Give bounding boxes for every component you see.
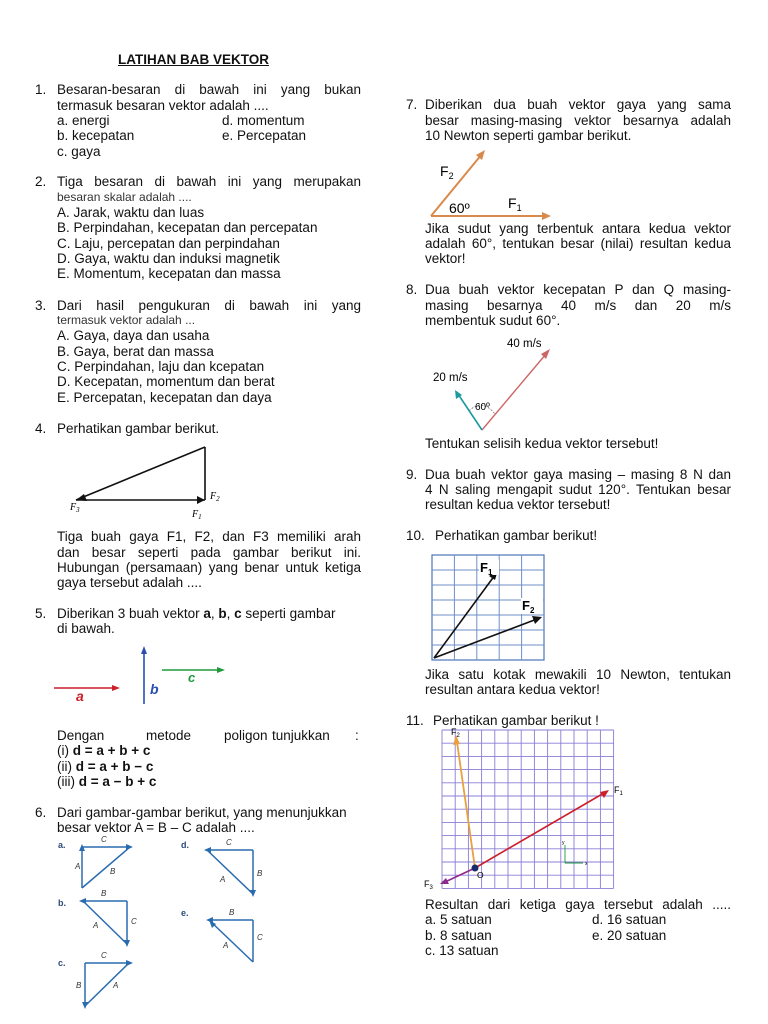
svg-text:C: C (101, 835, 107, 844)
q7-line3: 10 Newton seperti gambar berikut. (425, 128, 632, 143)
q3-option-e: E. Percepatan, kecepatan dan daya (57, 390, 272, 405)
label-f3: $F_3$ (424, 879, 433, 891)
label-f3: $F_3$ (70, 502, 80, 514)
svg-text:A: A (220, 875, 226, 884)
q3-option-d: D. Kecepatan, momentum dan berat (57, 374, 275, 389)
q3-number: 3. (35, 298, 47, 313)
q4-after-line3: Hubungan (persamaan) yang benar untuk ketiga (57, 560, 361, 575)
q3-option-a: A. Gaya, daya dan usaha (57, 328, 210, 343)
vector-40ms (482, 354, 546, 430)
svg-text:B: B (257, 869, 263, 878)
grid-lines (442, 730, 614, 888)
option-e-triangle (209, 920, 253, 962)
label-a: a (76, 688, 84, 704)
q11-option-d: d. 16 satuan (592, 912, 667, 927)
label-f2: $F_2$ (440, 163, 454, 181)
q2-option-b: B. Perpindahan, kecepatan dan percepatan (57, 220, 318, 235)
q2-option-c: C. Laju, percepatan dan perpindahan (57, 236, 280, 251)
q7-force-figure (425, 145, 565, 220)
svg-text:C: C (226, 838, 232, 847)
label-f1: $F_1$ (192, 509, 202, 521)
q11-text: Perhatikan gambar berikut ! (433, 713, 599, 728)
svg-text:C: C (131, 917, 137, 926)
q10-after-line1: Jika satu kotak mewakili 10 Newton, tentukan (425, 667, 731, 682)
page-title: LATIHAN BAB VEKTOR (118, 52, 269, 67)
svg-text:B: B (229, 908, 235, 917)
svg-text:B: B (101, 889, 107, 898)
q6-line1: Dari gambar-gambar berikut, yang menunjukkan (57, 805, 347, 820)
label-f1: $F_1$ (480, 560, 493, 577)
f1-arrowhead (600, 790, 609, 798)
q7-line1: Diberikan dua buah vektor gaya yang sama (425, 97, 731, 112)
q11-number: 11. (406, 713, 424, 728)
q8-line3: membentuk sudut 60°. (425, 313, 561, 328)
q6-line2: besar vektor A = B – C adalah .... (57, 820, 255, 835)
q1-option-a: a. energi (57, 113, 110, 128)
q5-line2: di bawah. (57, 621, 115, 636)
q11-option-b: b. 8 satuan (425, 928, 492, 943)
option-b-triangle (83, 901, 127, 944)
svg-text:A: A (223, 941, 229, 950)
q4-after-line4: gaya tersebut adalah .... (57, 575, 202, 590)
q11-option-a: a. 5 satuan (425, 912, 492, 927)
svg-text:B: B (110, 867, 116, 876)
q10-grid-figure (431, 554, 547, 664)
label-f2: $F_2$ (210, 491, 220, 503)
q8-line1: Dua buah vektor kecepatan P dan Q masing- (425, 282, 731, 297)
option-d-label: d. (181, 840, 189, 850)
svg-text:A: A (75, 862, 81, 871)
q6-number: 6. (35, 805, 47, 820)
q8-velocity-figure (425, 334, 565, 434)
option-b-label: b. (58, 898, 66, 908)
option-c-triangle (85, 963, 129, 1006)
label-o: O (477, 870, 484, 880)
q8-number: 8. (406, 282, 418, 297)
label-f2: $F_2$ (522, 598, 535, 615)
q5-equation-1: (i) d = a + b + c (57, 743, 151, 758)
q5-equation-2: (ii) d = a + b − c (57, 759, 154, 774)
svg-text:C: C (257, 933, 263, 942)
q1-option-e: e. Percepatan (222, 128, 307, 143)
option-d-triangle (207, 850, 253, 894)
q7-number: 7. (406, 97, 418, 112)
q8-after: Tentukan selisih kedua vektor tersebut! (425, 436, 659, 451)
q4-after-line1: Tiga buah gaya F1, F2, dan F3 memiliki arah (57, 529, 361, 544)
svg-text:A: A (93, 921, 99, 930)
q4-number: 4. (35, 421, 47, 436)
q7-line2: besar masing-masing vektor besarnya adalah (425, 113, 731, 128)
q5-equation-3: (iii) d = a − b + c (57, 774, 157, 789)
f3-vector (76, 447, 205, 500)
f3-arrowhead (76, 494, 87, 501)
q3-line1: Dari hasil pengukuran di bawah ini yang (57, 298, 361, 313)
label-f1: $F_1$ (508, 195, 522, 213)
q2-option-d: D. Gaya, waktu dan induksi magnetik (57, 251, 280, 266)
q5-line1: Diberikan 3 buah vektor a, b, c seperti gambar (57, 606, 336, 621)
q8-line2: masing besarnya 40 m/s dan 20 m/s (425, 298, 731, 313)
option-a-label: a. (58, 840, 66, 850)
q1-option-c: c. gaya (57, 144, 101, 159)
q4-text: Perhatikan gambar berikut. (57, 421, 220, 436)
q2-number: 2. (35, 174, 47, 189)
q6-triangles-figure (55, 836, 285, 1016)
q5-method-word1: Dengan (57, 728, 105, 743)
svg-text:C: C (101, 951, 107, 960)
q3-line2: termasuk vektor adalah ... (57, 313, 196, 327)
q9-line3: resultan kedua vektor tersebut! (425, 497, 611, 512)
q1-line2: termasuk besaran vektor adalah .... (57, 98, 269, 113)
q4-force-triangle-figure (60, 440, 240, 524)
q3-option-c: C. Perpindahan, laju dan kcepatan (57, 359, 265, 374)
label-40ms: 40 m/s (507, 338, 542, 350)
q9-line2: 4 N saling mengapit sudut 120°. Tentukan besar (425, 482, 731, 497)
option-c-label: c. (58, 958, 66, 968)
option-e-label: e. (181, 908, 189, 918)
vector-a-arrowhead (112, 685, 120, 691)
f1-arrowhead (542, 212, 551, 220)
q5-method-colon: : (355, 728, 359, 743)
q1-number: 1. (35, 82, 47, 97)
q2-line2: besaran skalar adalah .... (57, 190, 192, 204)
option-a-triangle (82, 847, 130, 888)
label-angle: 60º (449, 200, 470, 216)
label-20ms: 20 m/s (433, 372, 468, 384)
q11-after: Resultan dari ketiga gaya tersebut adalah ..... (425, 897, 731, 912)
q11-grid-figure (420, 726, 630, 894)
q11-option-e: e. 20 satuan (592, 928, 667, 943)
q2-line1: Tiga besaran di bawah ini yang merupakan (57, 174, 361, 189)
q2-option-e: E. Momentum, kecepatan dan massa (57, 266, 281, 281)
q7-after-line2: adalah 60°, tentukan besar (nilai) resultan kedua (425, 236, 731, 251)
q5-number: 5. (35, 606, 47, 621)
q7-after-line1: Jika sudut yang terbentuk antara kedua vektor (425, 221, 731, 236)
label-f1: $F_1$ (614, 785, 623, 797)
q4-after-line2: dan besar seperti pada gambar berikut ini. (57, 545, 361, 560)
vector-c-arrowhead (217, 667, 225, 673)
q9-number: 9. (406, 467, 418, 482)
q1-option-b: b. kecepatan (57, 128, 135, 143)
q7-after-line3: vektor! (425, 251, 466, 266)
svg-text:B: B (76, 981, 82, 990)
q10-after-line2: resultan antara kedua vektor! (425, 682, 600, 697)
q5-method-word2: metode (146, 728, 192, 743)
svg-text:A: A (113, 981, 119, 990)
q11-option-c: c. 13 satuan (425, 943, 499, 958)
q2-option-a: A. Jarak, waktu dan luas (57, 205, 205, 220)
q9-line1: Dua buah vektor gaya masing – masing 8 N dan (425, 467, 731, 482)
label-f2: $F_2$ (451, 727, 460, 739)
q10-number: 10. (406, 528, 425, 543)
q5-method-word4: tunjukkan (272, 728, 330, 743)
q10-text: Perhatikan gambar berikut! (435, 528, 598, 543)
q5-method-word3: poligon (224, 728, 268, 743)
label-c: c (188, 670, 196, 685)
vector-b-arrowhead (141, 646, 147, 654)
q1-option-d: d. momentum (222, 113, 305, 128)
q1-line1: Besaran-besaran di bawah ini yang bukan (57, 82, 361, 97)
q3-option-b: B. Gaya, berat dan massa (57, 344, 214, 359)
label-y: y (562, 840, 565, 846)
f1-arrowhead (197, 496, 205, 504)
label-x: x (585, 861, 588, 867)
q5-vectors-figure (50, 640, 240, 710)
label-b: b (150, 681, 159, 697)
label-angle: 60º (475, 402, 490, 413)
